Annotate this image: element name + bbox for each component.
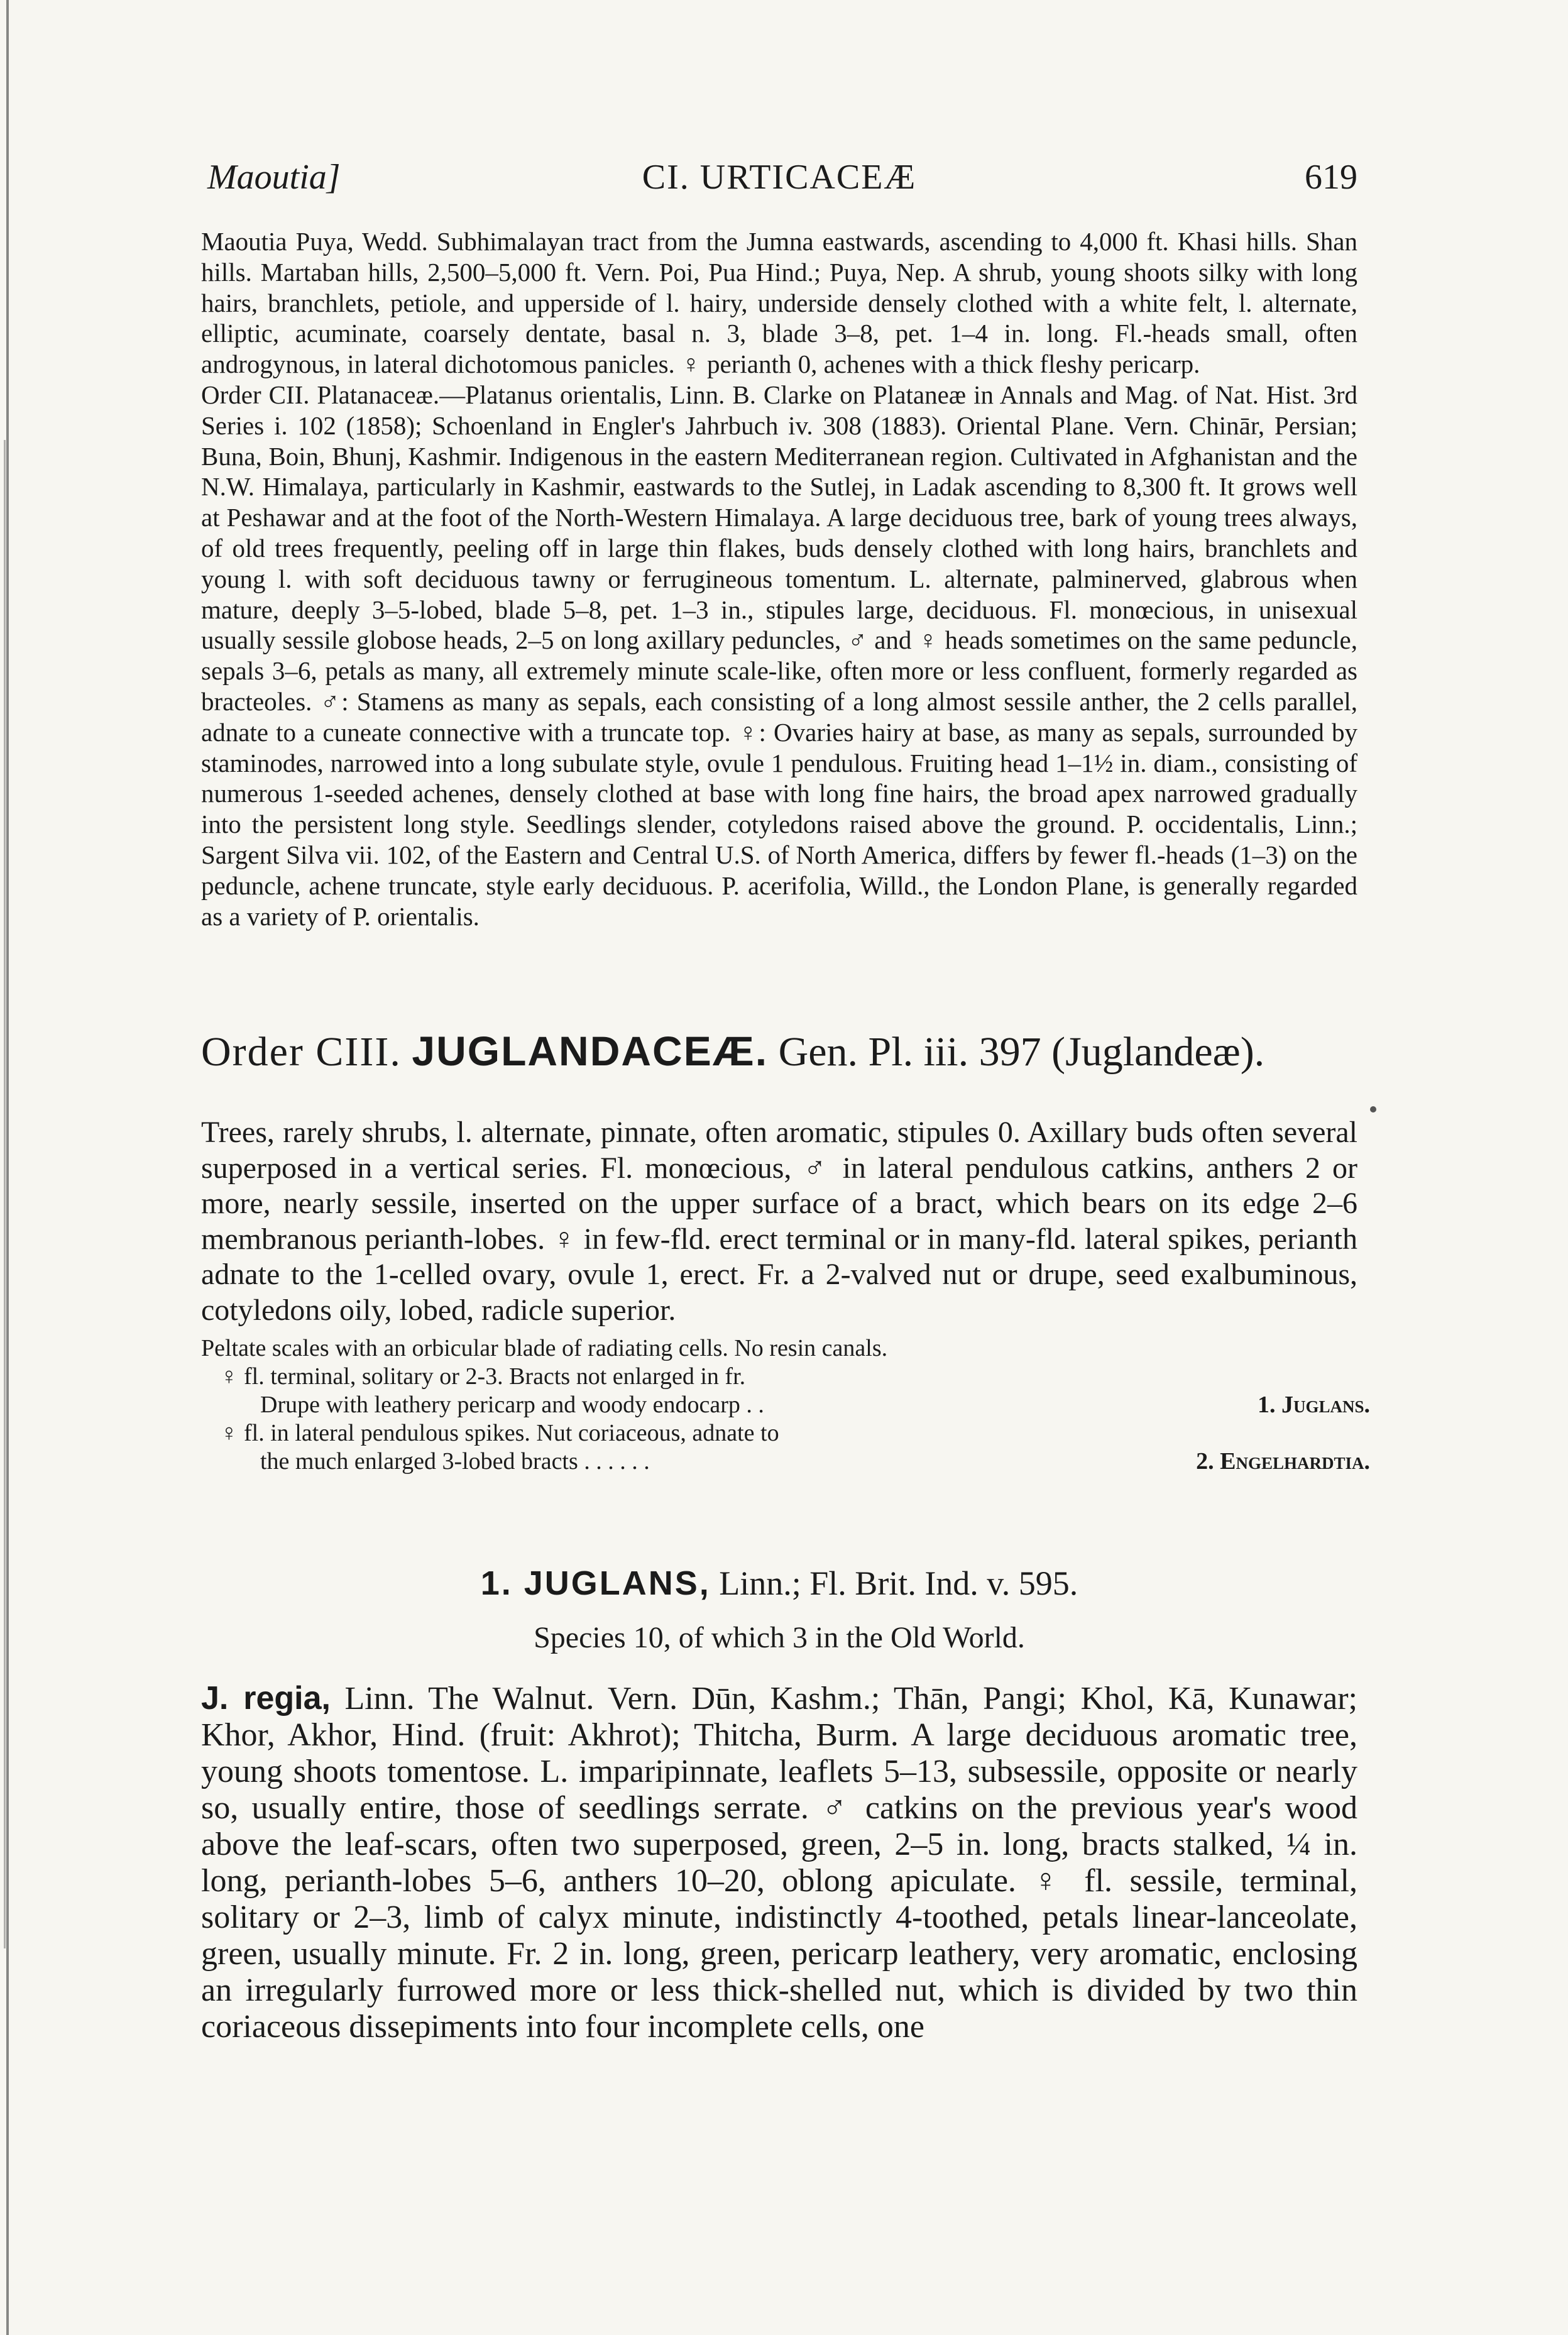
key-row-destination: 1. Juglans. [1257, 1392, 1370, 1419]
species-paragraph [201, 1680, 1357, 2045]
key-row-line2-text: Drupe with leathery pericarp and woody endocarp . . [260, 1392, 764, 1419]
header-title: CI. URTICACEÆ [642, 158, 917, 197]
key-row [201, 1419, 1370, 1476]
species-name: J. regia, [201, 1680, 331, 1717]
scan-binding-shadow [4, 440, 6, 1948]
key-row-destination: 2. Engelhardtia. [1196, 1448, 1370, 1475]
key-lead: Peltate scales with an orbicular blade of radiating cells. No resin canals. [201, 1335, 888, 1362]
scan-binding-edge [6, 0, 9, 2335]
key-row [201, 1363, 1370, 1419]
order-heading [201, 1026, 1357, 1077]
order-label: Order CIII. [201, 1029, 402, 1075]
order-description [201, 1115, 1357, 1328]
genus-citation: Linn.; Fl. Brit. Ind. v. 595. [719, 1564, 1078, 1603]
genus-key [201, 1334, 1370, 1476]
species-text: Linn. The Walnut. Vern. Dūn, Kashm.; Thān, Pangi; Khol, Kā, Kunawar; Khor, Akhor, Hind. (fruit: Akhrot); Thitcha, Burm. A large deciduous aromatic tree, young shoots tomentose. L. imparipinnate, leaflets 5–13, subsessile, opposite or nearly so, usually entire, those of seedlings serrate. ♂ catkins on the previous year's wood above the leaf-scars, often two superposed, green, 2–5 in. long, bracts stalked, ¼ in. long, perianth-lobes 5–6, anthers 10–20, oblong apiculate. ♀ fl. sessile, terminal, solitary or 2–3, limb of calyx minute, indistinctly 4-toothed, petals linear-lanceolate, green, usually minute. Fr. 2 in. long, green, pericarp leathery, very aromatic, enclosing an irregularly furrowed more or less thick-shelled nut, which is divided by two thin coriaceous dissepiments into four incomplete cells, one [201, 1681, 1357, 2045]
order-description-text: Trees, rarely shrubs, l. alternate, pinnate, often aromatic, stipules 0. Axillary buds often several superposed in a vertical series. Fl. monœcious, ♂ in lateral pendulous catkins, anthers 2 or more, nearly sessile, inserted on the upper surface of a bract, which bears on its edge 2–6 membranous perianth-lobes. ♀ in few-fld. erect terminal or in many-fld. lateral spikes, perianth adnate to the 1-celled ovary, ovule 1, erect. Fr. a 2-valved nut or drupe, seed exalbuminous, cotyledons oily, lobed, radicle superior. [201, 1116, 1357, 1327]
order-reference: Gen. Pl. iii. 397 (Juglandeæ). [778, 1029, 1265, 1075]
genus-heading [201, 1564, 1357, 1603]
species-entry [201, 1680, 1357, 2045]
key-row-line2 [220, 1391, 1370, 1419]
platanaceae-paragraph: Order CII. Platanaceæ.—Platanus orientalis, Linn. B. Clarke on Plataneæ in Annals and Mag. of Nat. Hist. 3rd Series i. 102 (1858); Schoenland in Engler's Jahrbuch iv. 308 (1883). Oriental Plane. Vern. Chinār, Persian; Buna, Boin, Bhunj, Kashmir. Indigenous in the eastern Mediterranean region. Cultivated in Afghanistan and the N.W. Himalaya, particularly in Kashmir, eastwards to the Sutlej, in Ladak ascending to 8,300 ft. It grows well at Peshawar and at the foot of the North-Western Himalaya. A large deciduous tree, bark of young trees always, of old trees frequently, peeling off in large thin flakes, buds densely clothed with long hairs, branchlets and young l. with soft deciduous tawny or ferrugineous tomentum. L. alternate, palminerved, glabrous when mature, deeply 3–5-lobed, blade 5–8, pet. 1–3 in., stipules large, deciduous. Fl. monœcious, in unisexual usually sessile globose heads, 2–5 on long axillary peduncles, ♂ and ♀ heads sometimes on the same peduncle, sepals 3–6, petals as many, all extremely minute scale-like, often more or less confluent, formerly regarded as bracteoles. ♂: Stamens as many as sepals, each consisting of a long almost sessile anther, the 2 cells parallel, adnate to a cuneate connective with a truncate top. ♀: Ovaries hairy at base, as many as sepals, surrounded by staminodes, narrowed into a long subulate style, ovule 1 pendulous. Fruiting head 1–1½ in. diam., consisting of numerous 1-seeded achenes, densely clothed at base with long fine hairs, the broad apex narrowed gradually into the persistent long style. Seedlings slender, cotyledons raised above the ground. P. occidentalis, Linn.; Sargent Silva vii. 102, of the Eastern and Central U.S. of North America, differs by fewer fl.-heads (1–3) on the peduncle, achene truncate, style early deciduous. P. acerifolia, Willd., the London Plane, is generally regarded as a variety of P. orientalis. [201, 380, 1357, 931]
family-name: JUGLANDACEÆ. [412, 1028, 769, 1075]
preceding-entries [201, 226, 1357, 931]
running-header [201, 151, 1357, 207]
genus-species-count: Species 10, of which 3 in the Old World. [534, 1621, 1025, 1655]
page-number: 619 [1305, 158, 1357, 197]
key-row-line2 [220, 1448, 1370, 1476]
genus-name: 1. JUGLANS, [480, 1564, 711, 1603]
scan-speck [1370, 1106, 1376, 1113]
header-genus: Maoutia] [207, 158, 341, 197]
key-row-line2-text: the much enlarged 3-lobed bracts . . . . . . [260, 1448, 650, 1475]
book-page [201, 151, 1370, 2045]
key-row-line1: ♀ fl. in lateral pendulous spikes. Nut coriaceous, adnate to [220, 1420, 779, 1447]
maoutia-paragraph: Maoutia Puya, Wedd. Subhimalayan tract from the Jumna eastwards, ascending to 4,000 ft. Khasi hills. Shan hills. Martaban hills, 2,500–5,000 ft. Vern. Poi, Pua Hind.; Puya, Nep. A shrub, young shoots silky with long hairs, branchlets, petiole, and upperside of l. hairy, underside densely clothed with a white felt, l. alternate, elliptic, acuminate, coarsely dentate, basal n. 3, blade 3–8, pet. 1–4 in. long. Fl.-heads small, often androgynous, in lateral dichotomous panicles. ♀ perianth 0, achenes with a thick fleshy pericarp. [201, 227, 1357, 379]
key-row-line1: ♀ fl. terminal, solitary or 2-3. Bracts not enlarged in fr. [220, 1363, 746, 1390]
